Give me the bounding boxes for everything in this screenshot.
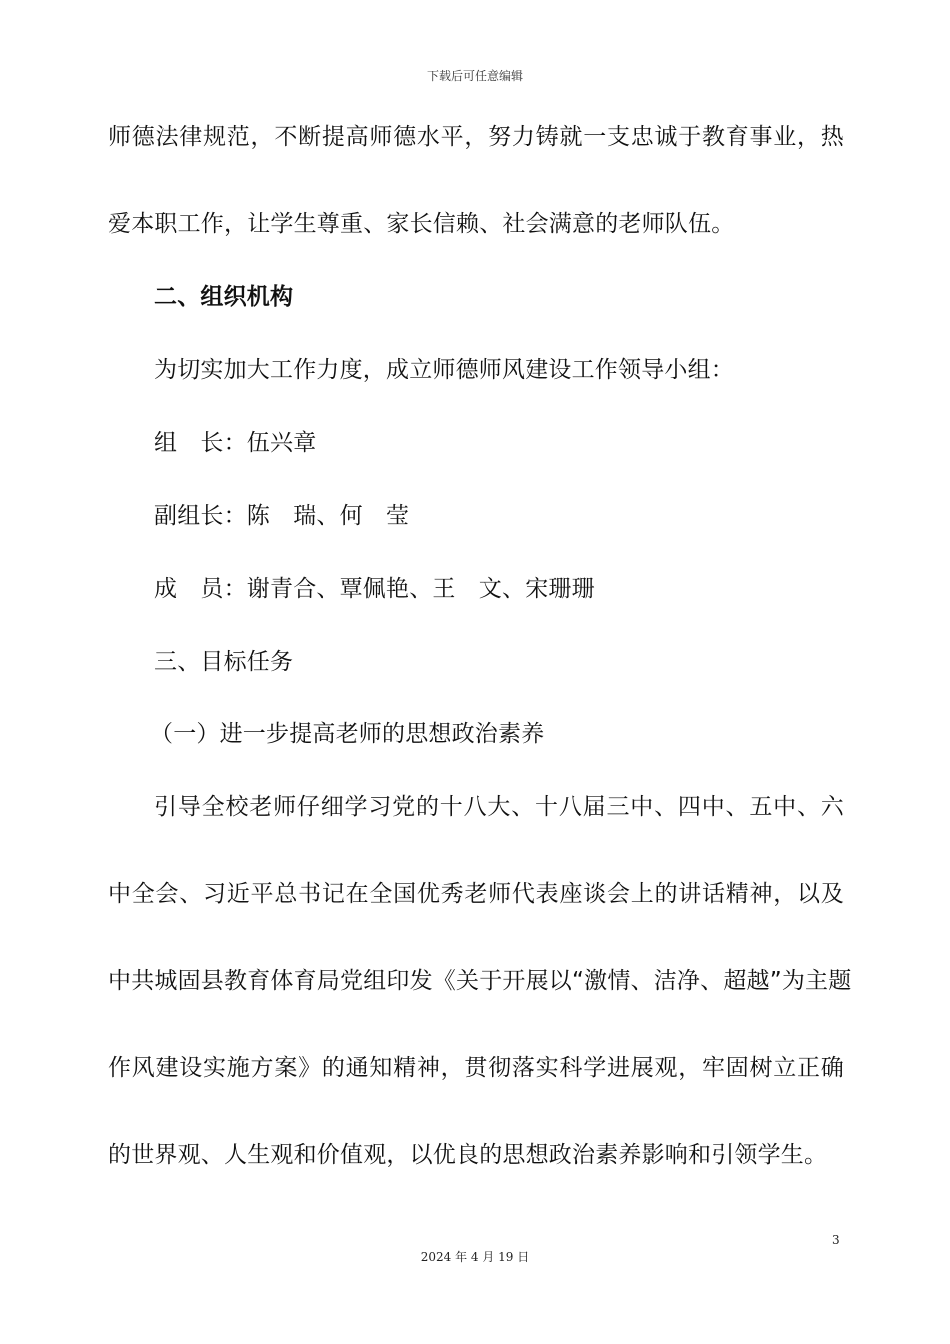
paragraph-1-line-2: 爱本职工作，让学生尊重、家长信赖、社会满意的老师队伍。 — [108, 211, 735, 237]
leader-line: 组 长：伍兴章 — [154, 430, 317, 456]
footer-date: 2024 年 4 月 19 日 — [420, 1250, 530, 1264]
paragraph-2-line-2: 中全会、习近平总书记在全国优秀老师代表座谈会上的讲话精神，以及 — [108, 881, 844, 907]
paragraph-2-line-5: 的世界观、人生观和价值观，以优良的思想政治素养影响和引领学生。 — [108, 1142, 828, 1168]
deputy-leader-line: 副组长：陈 瑞、何 莹 — [154, 503, 410, 529]
page-number: 3 — [832, 1233, 840, 1247]
paragraph-2-line-1: 引导全校老师仔细学习党的十八大、十八届三中、四中、五中、六 — [154, 794, 844, 820]
paragraph-1-line-1: 师德法律规范，不断提高师德水平，努力铸就一支忠诚于教育事业，热 — [108, 124, 844, 150]
subsection-1-title: （一）进一步提高老师的思想政治素养 — [150, 721, 545, 747]
page-header: 下载后可任意编辑 — [426, 69, 523, 83]
paragraph-2-line-3: 中共城固县教育体育局党组印发《关于开展以“激情、洁净、超越”为主题 — [108, 968, 852, 994]
members-line: 成 员：谢青合、覃佩艳、王 文、宋珊珊 — [154, 576, 595, 602]
paragraph-2-line-4: 作风建设实施方案》的通知精神，贯彻落实科学进展观，牢固树立正确 — [108, 1055, 844, 1081]
org-intro: 为切实加大工作力度，成立师德师风建设工作领导小组： — [154, 357, 734, 383]
section-2-title: 二、组织机构 — [154, 284, 294, 310]
section-3-title: 三、目标任务 — [154, 649, 294, 675]
